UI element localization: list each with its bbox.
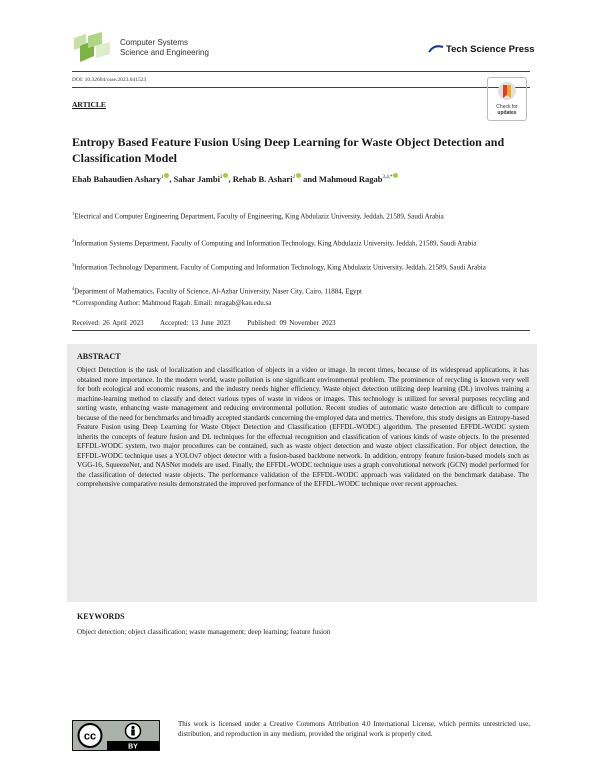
bookmark-icon	[497, 81, 517, 103]
affiliation: $^2$Information Systems Department, Faculty of Computing and Information Technology, King Abdulaziz University, Jeddah, 21589, Saudi Arabia	[72, 238, 477, 248]
received-date: Received: 26 April 2023	[72, 319, 144, 327]
journal-logo-icon	[72, 32, 116, 64]
author-separator: ,	[228, 174, 233, 184]
journal-name	[120, 38, 209, 58]
author[interactable]: Sahar Jambi$^2$	[174, 174, 229, 184]
section-label: ARTICLE	[72, 100, 106, 109]
affiliation: $^3$Information Technology Department, Faculty of Computing and Information Technology, King Abdulaziz University, Jeddah, 21589, Saudi Arabia	[72, 262, 486, 272]
publisher-name: Tech Science Press	[446, 44, 535, 55]
cc-by-label: BY	[128, 743, 138, 750]
svg-text:cc: cc	[83, 730, 97, 743]
publication-dates	[72, 319, 350, 327]
keywords-heading: KEYWORDS	[77, 612, 125, 621]
journal-name-line1: Computer Systems	[120, 38, 189, 47]
author-separator: ,	[169, 174, 174, 184]
check-line1: Check for	[496, 104, 518, 110]
accepted-date: Accepted: 13 June 2023	[160, 319, 231, 327]
author[interactable]: Rehab B. Ashari$^2$	[233, 174, 301, 184]
cc-by-icon	[73, 721, 159, 750]
publisher-swoosh-icon	[428, 44, 444, 54]
doi[interactable]: DOI: 10.32604/csse.2023.041523	[72, 77, 147, 83]
header-rule	[72, 71, 530, 72]
orcid-icon[interactable]	[393, 173, 398, 178]
check-for-updates-badge[interactable]	[487, 77, 527, 121]
paper-title: Entropy Based Feature Fusion Using Deep Learning for Waste Object Detection and Classification Model	[72, 135, 505, 165]
journal-name-line2: Science and Engineering	[120, 48, 209, 57]
cc-by-license-badge[interactable]	[72, 720, 160, 751]
author-separator: and	[300, 174, 319, 184]
doi-rule	[72, 87, 530, 88]
abstract-heading: ABSTRACT	[77, 352, 121, 361]
license-text: This work is licensed under a Creative Commons Attribution 4.0 International License, which permits unrestricted use, distribution, and reproduction in any medium, provided the original work is properly cited.	[178, 720, 530, 738]
author[interactable]: Mahmoud Ragab$^{3,4,*}$	[319, 174, 399, 184]
abstract-text: Object Detection is the task of localization and classification of objects in a video or image. In recent times, because of its widespread applications, it has obtained more importance. In the modern world, waste pollution is one significant environmental problem. The prominence of recycling is known very well for both ecological and economic reasons, and the industry needs higher efficiency. Waste object detection utilizing deep learning (DL) involves training a machine-learning method to classify and detect various types of waste in videos or images. This technology is utilized for several purposes recycling and sorting waste, enhancing waste management and reducing environmental pollution. Recent studies of automatic waste detection are difficult to compare because of the need for benchmarks and broadly accepted standards concerning the employed data and metrics. Therefore, this study designs an Entropy-based Feature Fusion using Deep Learning for Waste Object Detection and Classification (EFFDL-WODC) algorithm. The presented EFFDL-WODC system inherits the concepts of feature fusion and DL techniques for the effectual recognition and classification of various kinds of waste objects. In the presented EFFDL-WODC system, two major procedures can be contained, such as waste object detection and waste object classification. For object detection, the EFFDL-WODC technique uses a YOLOv7 object detector with a fusion-based backbone network. In addition, entropy feature fusion-based models such as VGG-16, SqueezeNet, and NASNet models are used. Finally, the EFFDL-WODC technique uses a graph convolutional network (GCN) model performed for the classification of detected waste objects. The performance validation of the EFFDL-WODC approach was validated on the benchmark database. The comprehensive comparative results demonstrated the improved performance of the EFFDL-WODC technique over recent approaches.	[77, 366, 529, 488]
author[interactable]: Ehab Bahaudien Ashary$^1$	[72, 174, 169, 184]
author-list	[72, 173, 532, 184]
affiliation: $^4$Department of Mathematics, Faculty of Science, Al-Azhar University, Naser City, Cairo, 11884, Egypt	[72, 286, 362, 296]
dates-rule	[72, 330, 530, 331]
publisher-logo	[428, 44, 535, 55]
corresponding-author: *Corresponding Author: Mahmoud Ragab. Email: mragab@kau.edu.sa	[72, 299, 272, 307]
check-line2: updates	[497, 110, 517, 116]
affiliation: $^1$Electrical and Computer Engineering Department, Faculty of Engineering, King Abdulaziz University, Jeddah, 21589, Saudi Arabia	[72, 211, 444, 221]
published-date: Published: 09 November 2023	[247, 319, 336, 327]
keywords-text: Object detection; object classification; waste management; deep learning; feature fusion	[77, 628, 331, 636]
